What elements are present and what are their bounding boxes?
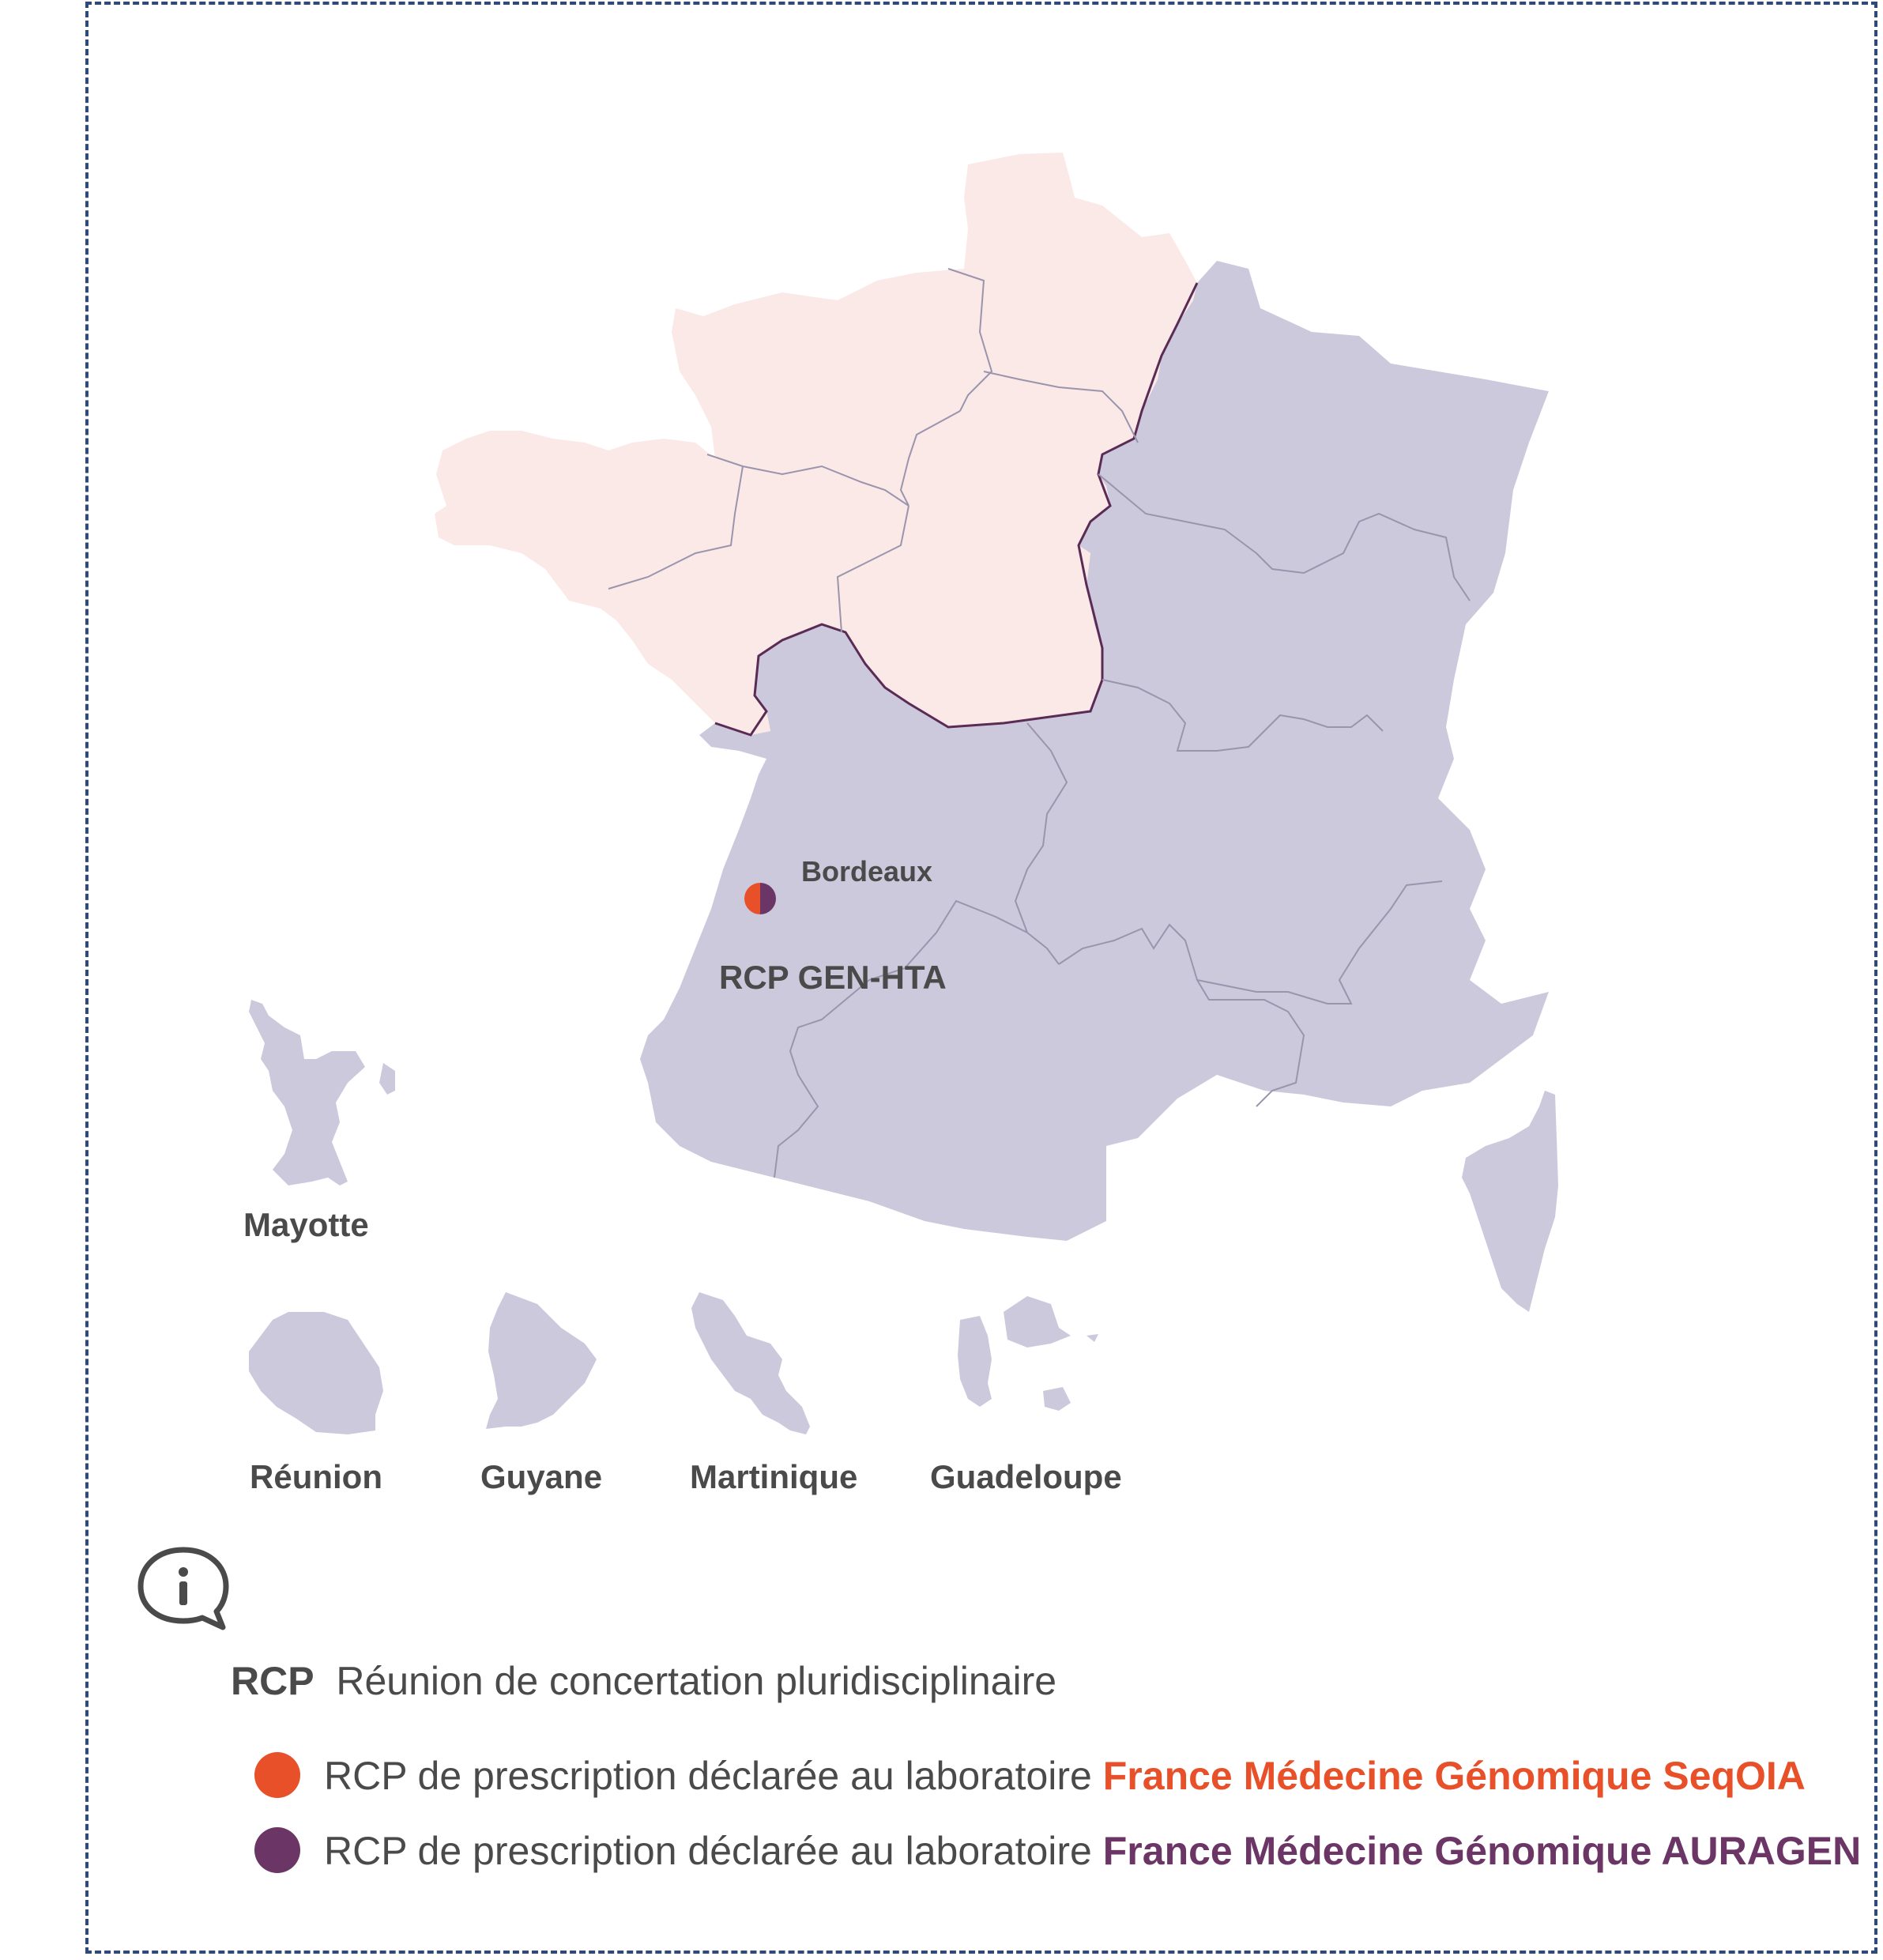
legend-dot-auragen — [254, 1827, 300, 1873]
legend-abbreviation-row — [231, 1658, 1056, 1704]
reunion-shape — [249, 1312, 383, 1434]
rcp-site-label: RCP GEN-HTA — [719, 959, 947, 996]
legend-item-text: RCP de prescription déclarée au laboratoire — [324, 1829, 1092, 1873]
label-mayotte: Mayotte — [243, 1206, 369, 1243]
label-reunion: Réunion — [250, 1458, 382, 1495]
bordeaux-marker — [744, 883, 776, 914]
info-speech-bubble-icon — [134, 1545, 233, 1632]
legend-abbr-definition: Réunion de concertation pluridisciplinaire — [336, 1659, 1057, 1703]
legend-lab-auragen: France Médecine Génomique AURAGEN — [1102, 1829, 1862, 1873]
guyane-shape — [486, 1292, 597, 1429]
city-label: Bordeaux — [801, 855, 933, 888]
legend-item-auragen — [324, 1828, 1861, 1874]
legend-item-text: RCP de prescription déclarée au laboratoire — [324, 1754, 1092, 1798]
label-martinique: Martinique — [690, 1458, 858, 1495]
martinique-shape — [691, 1292, 810, 1434]
label-guyane: Guyane — [480, 1458, 603, 1495]
legend-abbr: RCP — [231, 1659, 314, 1703]
label-guadeloupe: Guadeloupe — [930, 1458, 1122, 1495]
mayotte-shape — [249, 1000, 395, 1185]
legend-dot-seqoia — [254, 1752, 300, 1798]
legend-item-seqoia — [324, 1753, 1806, 1799]
guadeloupe-shape — [958, 1296, 1098, 1411]
corsica — [1462, 1091, 1558, 1312]
legend-lab-seqoia: France Médecine Génomique SeqOIA — [1102, 1754, 1806, 1798]
